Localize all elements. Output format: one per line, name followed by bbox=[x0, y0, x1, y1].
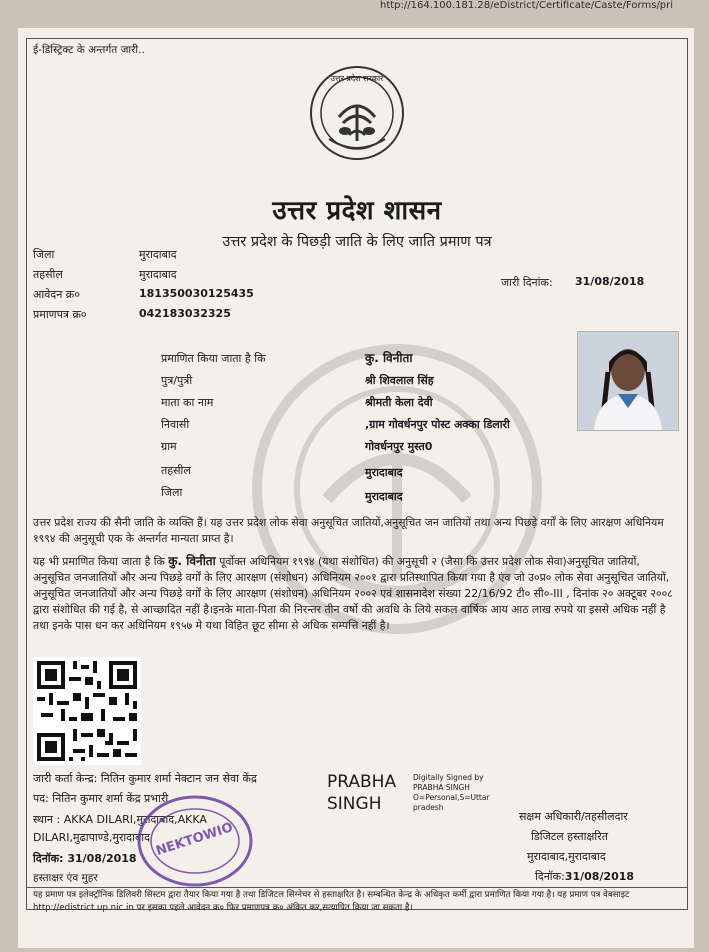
district-value: मुरादाबाद bbox=[139, 248, 177, 261]
detail-value-mother: श्रीमती केला देवी bbox=[365, 396, 433, 409]
detail-value-village: गोवर्धनपुर मुस्त0 bbox=[365, 440, 433, 453]
issue-date-label: जारी दिनांक: bbox=[501, 276, 553, 289]
certificate-number: 042183032325 bbox=[139, 307, 231, 320]
issue-date-value: 31/08/2018 bbox=[575, 275, 645, 288]
officer-place: मुरादाबाद,मुरादाबाद bbox=[527, 850, 606, 863]
issuer-place: स्थान : AKKA DILARI,मुरादाबाद,AKKA DILARI,मुढापाण्डे,मुरादाबाद bbox=[33, 813, 207, 844]
footer-divider bbox=[27, 887, 687, 888]
stamp-text: NEKTOWIO bbox=[154, 820, 235, 860]
header-note: ई-डिस्ट्रिक्ट के अन्तर्गत जारी.. bbox=[33, 44, 145, 56]
signature-label: हस्ताक्षर एंव मुहर bbox=[33, 872, 98, 884]
detail-label-certified: प्रमाणित किया जाता है कि bbox=[161, 352, 266, 365]
detail-label-parent: पुत्र/पुत्री bbox=[161, 374, 193, 387]
issuing-center: जारी कर्ता केन्द्र: नितिन कुमार शर्मा नेक्टान जन सेवा केंद्र bbox=[33, 772, 257, 785]
detail-label-district: जिला bbox=[161, 486, 183, 499]
district-label: जिला bbox=[33, 248, 55, 261]
footer-note: यह प्रमाण पत्र इलेक्ट्रॉनिक डिलिवरी सिस्टम द्वारा तैयार किया गया है तथा डिजिटल सिग्नेचर से हस्ताक्षरित है। सम्बन्धित केन्द्र के अधिकृत कर्मी द्वारा प्रमाणित किया गया है। यह प्रमाण पत्र वेबसाइट http://edistrict.up.nic.in पर इसका पहले आवेदन क्र० फिर प्रमाणपत्र क्र० अंकित कर,सत्यापित किया जा सकता है। bbox=[33, 890, 630, 913]
certificate-subtitle: उत्तर प्रदेश के पिछड़ी जाति के लिए जाति प्रमाण पत्र bbox=[222, 234, 492, 250]
applicant-photo bbox=[577, 331, 679, 431]
detail-label-mother: माता का नाम bbox=[161, 396, 214, 409]
detail-value-district: मुरादाबाद bbox=[365, 490, 403, 503]
statement-body: पूर्वोक्त अधिनियम १९९४ (यथा संशोधित) की अनुसूची २ (जैसा कि उत्तर प्रदेश लोक सेवा)अनुसूचित जातियों, अनुसूचित जनजातियों और अन्य पिछड़े वर्गों के लिए आरक्षण (संशोधन) अधिनियम २००१ द्वारा प्रतिस्थापित किया गया है एंव जो उ०प्र० लोक सेवा अनुसूचित जातियों, अनुसूचित जनजातियों और अन्य पिछड़े वर्गों के लिए आरक्षण (संशोधन) अधिनियम २००२ एवं शासनादेश संख्या 22/16/92 टी० सी०-III , दिनांक २० अक्टूबर २००८ द्वारा संशोधित की गई है, से आच्छादित नहीं है।इनके माता-पिता की निरन्तर तीन वर्षो की अवधि के लिये सकल वार्षिक आय आठ लाख रुपये या इससे अधिक नहीं है तथा इनके पास धन कर अधिनियम १९५७ मे यथा विहित छूट सीमा से अधिक सम्पत्ति नहीं है। bbox=[33, 555, 673, 632]
emblem-caption: उत्तर प्रदेश सरकार bbox=[330, 74, 384, 83]
detail-value-address: ,ग्राम गोवर्धनपुर पोस्ट अक्का डिलारी bbox=[365, 418, 510, 431]
certificate bbox=[26, 38, 688, 913]
officer-title: सक्षम अधिकारी/तहसीलदार bbox=[519, 810, 628, 823]
application-number: 181350030125435 bbox=[139, 287, 254, 300]
certificate-title: उत्तर प्रदेश शासन bbox=[272, 196, 442, 226]
digital-signer-name: PRABHA SINGH bbox=[327, 772, 397, 814]
digital-signature-caption: Digitally Signed by PRABHA SINGH O=Personal,S=Uttar pradesh bbox=[413, 773, 490, 812]
application-label: आवेदन क्र० bbox=[33, 288, 80, 301]
officer-date-label: दिनॉक: bbox=[535, 870, 565, 883]
qr-code bbox=[33, 657, 141, 765]
detail-label-tehsil: तहसील bbox=[161, 464, 191, 477]
statement-lead: यह भी प्रमाणित किया जाता है कि bbox=[33, 555, 165, 568]
officer-signature: डिजिटल हस्ताक्षरित bbox=[531, 830, 608, 843]
browser-url: http://164.100.181.28/eDistrict/Certificate/Caste/Forms/pri bbox=[380, 0, 674, 11]
issuer-post: पद: नितिन कुमार शर्मा केंद्र प्रभारी bbox=[33, 792, 169, 805]
caste-statement: उत्तर प्रदेश राज्य की सैनी जाति के व्यक्ति हैं। यह उत्तर प्रदेश लोक सेवा अनुसूचित जातियों,अनुसूचित जन जातियों तथा अन्य पिछड़े वर्गों के लिए आरक्षण अधिनियम १९९४ की अनुसूची एक के अन्तर्गत मान्यता प्राप्त है। bbox=[33, 516, 664, 545]
certificate-number-label: प्रमाणपत्र क्र० bbox=[33, 308, 87, 321]
statement-name: कु. विनीता bbox=[168, 554, 216, 568]
tehsil-value: मुरादाबाद bbox=[139, 268, 177, 281]
detail-value-tehsil: मुरादाबाद bbox=[365, 466, 403, 479]
detail-value-name: कु. विनीता bbox=[365, 351, 413, 365]
officer-date bbox=[535, 869, 634, 884]
center-stamp bbox=[135, 791, 255, 891]
issuer-date: दिनॉक: 31/08/2018 bbox=[33, 852, 137, 865]
creamy-layer-statement bbox=[33, 553, 679, 634]
detail-label-village: ग्राम bbox=[161, 440, 177, 453]
detail-label-resident: निवासी bbox=[161, 418, 190, 431]
tehsil-label: तहसील bbox=[33, 268, 63, 281]
officer-date-value: 31/08/2018 bbox=[564, 870, 635, 883]
detail-value-father: श्री शिवलाल सिंह bbox=[365, 374, 434, 387]
